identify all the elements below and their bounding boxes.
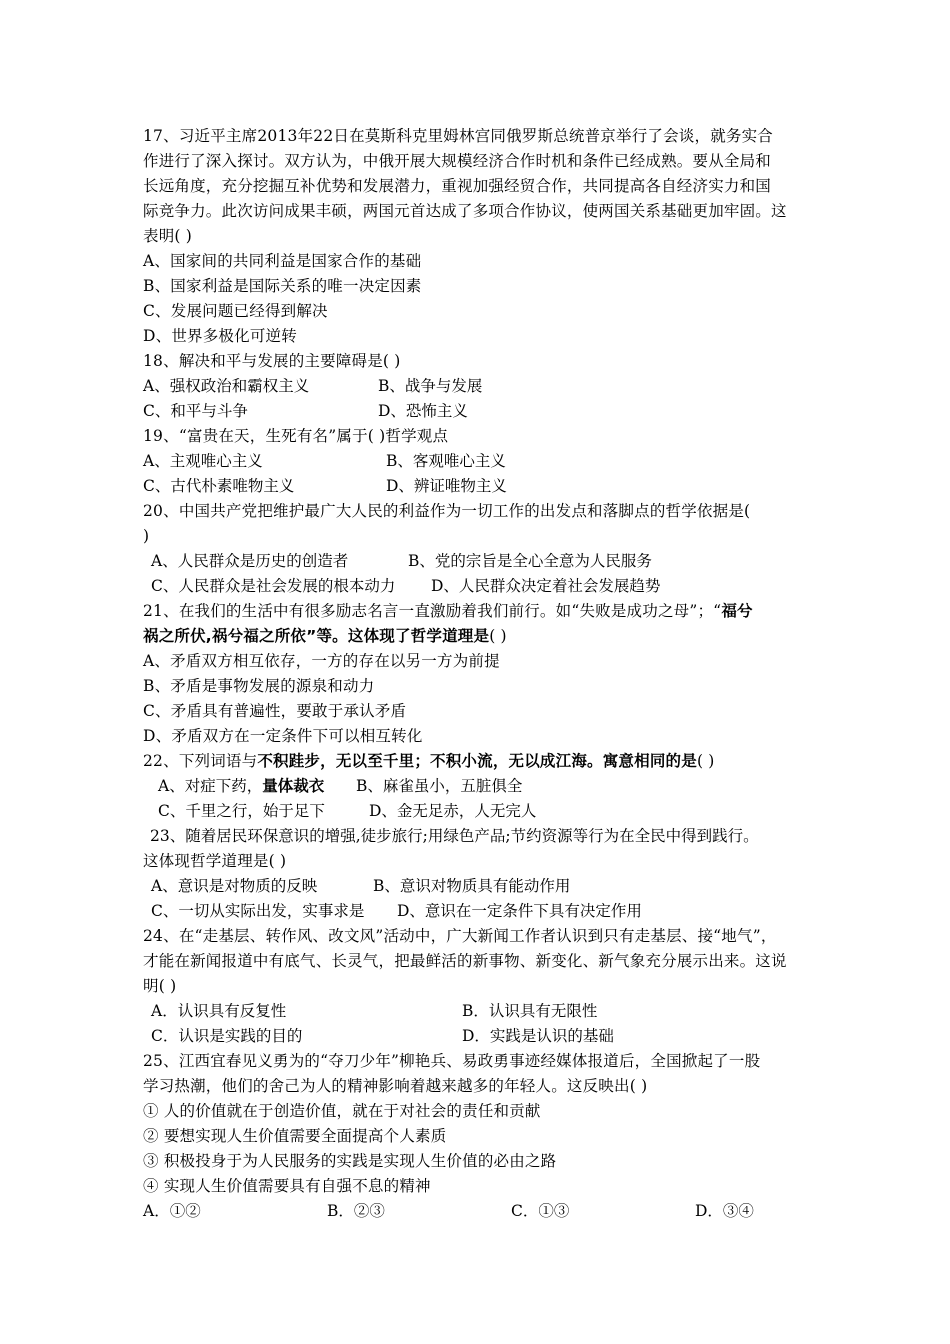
q23-option-b: B、意识对物质具有能动作用: [373, 877, 571, 895]
q19-stem: 19、“富贵在天，生死有名”属于( )哲学观点: [143, 427, 449, 445]
q21-option-c: C、矛盾具有普遍性，要敢于承认矛盾: [143, 702, 407, 720]
q21-stem-paren: ( ): [489, 627, 507, 645]
q23-stem-line-2: 这体现哲学道理是( ): [143, 852, 287, 870]
q23-option-a: A、意识是对物质的反映: [151, 877, 318, 895]
q20-stem-line-2: ): [143, 527, 150, 545]
q19-option-b: B、客观唯心主义: [386, 452, 506, 470]
q21-stem-line-1: [143, 601, 753, 621]
q20-option-c: C、人民群众是社会发展的根本动力: [151, 577, 396, 595]
q22-option-a-bold: 量体裁衣: [262, 777, 325, 795]
q19-option-a: A、主观唯心主义: [143, 452, 263, 470]
q20-option-a: A、人民群众是历史的创造者: [151, 552, 349, 570]
q22-option-a-text: A、对症下药，: [158, 777, 263, 795]
q18-option-c: C、和平与斗争: [143, 402, 248, 420]
q24-option-b: B．认识具有无限性: [462, 1002, 598, 1020]
q24-stem-line-3: 明( ): [143, 977, 177, 995]
q21-stem-text-1: 21、在我们的生活中有很多励志名言一直激励着我们前行。如“失败是成功之母”；“: [143, 602, 722, 620]
q25-item-2: ② 要想实现人生价值需要全面提高个人素质: [143, 1127, 447, 1145]
q22-stem-paren: ( ): [696, 752, 715, 770]
q25-option-c: C．①③: [511, 1202, 570, 1220]
q25-item-4: ④ 实现人生价值需要具有自强不息的精神: [143, 1177, 431, 1195]
q21-option-b: B、矛盾是事物发展的源泉和动力: [143, 677, 375, 695]
q18-option-a: A、强权政治和霸权主义: [143, 377, 310, 395]
q21-option-a: A、矛盾双方相互依存，一方的存在以另一方为前提: [143, 652, 500, 670]
q24-option-a: A．认识具有反复性: [151, 1002, 287, 1020]
q21-stem-bold-1: 福兮: [721, 602, 753, 620]
q22-option-b: B、麻雀虽小，五脏俱全: [356, 777, 523, 795]
q25-option-d: D．③④: [695, 1202, 754, 1220]
q17-stem-line-5: 表明( ): [143, 227, 193, 245]
q22-option-c: C、千里之行，始于足下: [158, 802, 325, 820]
q25-stem-line-1: 25、江西宜春见义勇为的“夺刀少年”柳艳兵、易政勇事迹经媒体报道后，全国掀起了一股: [143, 1052, 761, 1070]
q25-option-a: A．①②: [143, 1202, 201, 1220]
q17-stem-line-2: 作进行了深入探讨。双方认为，中俄开展大规模经济合作时机和条件已经成熟。要从全局和: [143, 152, 772, 170]
q24-option-d: D．实践是认识的基础: [462, 1027, 614, 1045]
q22-stem-quote: 不积跬步，无以至千里；不积小流，无以成江海。寓意相同的是: [257, 752, 697, 770]
q20-option-b: B、党的宗旨是全心全意为人民服务: [408, 552, 652, 570]
q18-option-b: B、战争与发展: [378, 377, 483, 395]
q21-option-d: D、矛盾双方在一定条件下可以相互转化: [143, 727, 423, 745]
q17-stem-line-1: 17、习近平主席2013年22日在莫斯科克里姆林宫同俄罗斯总统普京举行了会谈，就务实合: [143, 127, 773, 145]
q18-stem: 18、解决和平与发展的主要障碍是( ): [143, 352, 401, 370]
q17-option-b: B、国家利益是国际关系的唯一决定因素: [143, 277, 422, 295]
q24-option-c: C．认识是实践的目的: [151, 1027, 303, 1045]
q20-option-d: D、人民群众决定着社会发展趋势: [431, 577, 661, 595]
q17-stem-line-3: 长远角度，充分挖掘互补优势和发展潜力，重视加强经贸合作，共同提高各自经济实力和国: [143, 177, 772, 195]
q22-stem: [143, 751, 715, 771]
q17-option-d: D、世界多极化可逆转: [143, 327, 297, 345]
q22-option-d: D、金无足赤，人无完人: [369, 802, 537, 820]
q25-item-1: ① 人的价值就在于创造价值，就在于对社会的责任和贡献: [143, 1102, 541, 1120]
q23-option-c: C、一切从实际出发，实事求是: [151, 902, 365, 920]
q25-stem-line-2: 学习热潮，他们的舍己为人的精神影响着越来越多的年轻人。这反映出( ): [143, 1077, 648, 1095]
q18-option-d: D、恐怖主义: [378, 402, 468, 420]
q21-stem-line-2: [143, 626, 507, 646]
q24-stem-line-2: 才能在新闻报道中有底气、长灵气，把最鲜活的新事物、新变化、新气象充分展示出来。这说: [143, 952, 787, 970]
q17-option-c: C、发展问题已经得到解决: [143, 302, 328, 320]
q22-stem-prefix: 22、下列词语与: [143, 752, 258, 770]
q19-option-c: C、古代朴素唯物主义: [143, 477, 295, 495]
q24-stem-line-1: 24、在“走基层、转作风、改文风”活动中，广大新闻工作者认识到只有走基层、接“地气”，: [143, 927, 777, 945]
q19-option-d: D、辨证唯物主义: [386, 477, 507, 495]
q22-option-a: [158, 776, 324, 796]
q17-stem-line-4: 际竞争力。此次访问成果丰硕，两国元首达成了多项合作协议，使两国关系基础更加牢固。这: [143, 202, 787, 220]
q21-stem-bold-2: 祸之所伏,祸兮福之所依”等。这体现了哲学道理是: [143, 627, 490, 645]
q23-stem-line-1: 23、随着居民环保意识的增强,徒步旅行;用绿色产品;节约资源等行为在全民中得到践行。: [150, 827, 759, 845]
q25-item-3: ③ 积极投身于为人民服务的实践是实现人生价值的必由之路: [143, 1152, 557, 1170]
q23-option-d: D、意识在一定条件下具有决定作用: [397, 902, 642, 920]
q25-option-b: B．②③: [327, 1202, 385, 1220]
q17-option-a: A、国家间的共同利益是国家合作的基础: [143, 252, 422, 270]
q20-stem-line-1: 20、中国共产党把维护最广大人民的利益作为一切工作的出发点和落脚点的哲学依据是(: [143, 502, 751, 520]
